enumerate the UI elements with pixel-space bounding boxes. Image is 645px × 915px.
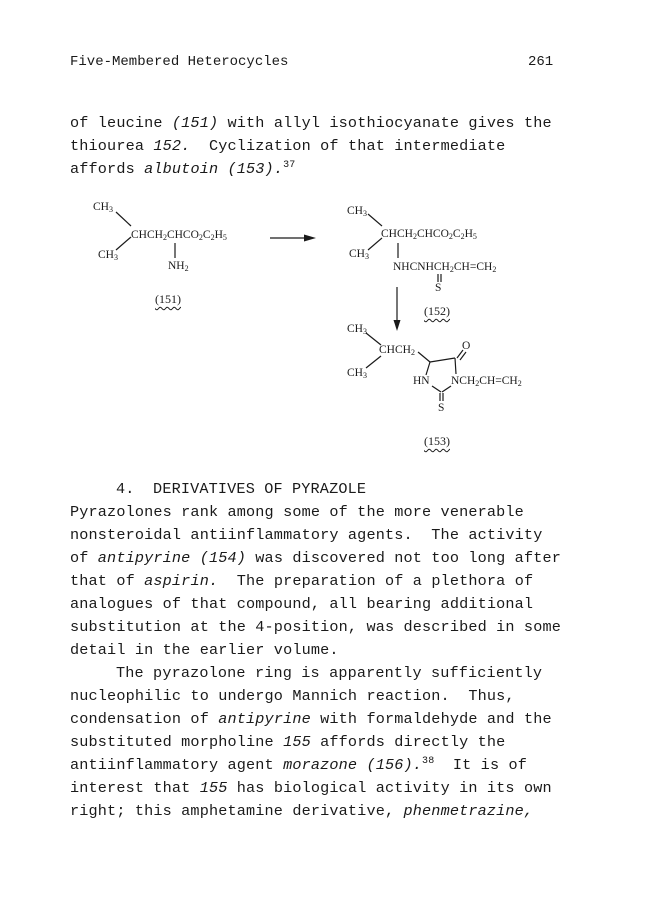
c152-ch3-top: $CH_3$ [347, 205, 367, 218]
bond [368, 214, 382, 226]
running-title: Five-Membered Heterocycles [70, 54, 289, 70]
c152-sulfur: S [435, 282, 442, 294]
text: was discovered not too long after [246, 549, 562, 567]
c151-ch3-top: $CH_3$ [93, 201, 113, 214]
para2-line6: substitution at the 4-position, was described in some [70, 618, 561, 636]
text: has biological activity in its own [227, 779, 552, 797]
text: antiinflammatory agent [70, 756, 284, 774]
text: interest that [70, 779, 200, 797]
compound-name: phenmetrazine, [403, 802, 534, 820]
compound-name: morazone (156). [283, 756, 423, 774]
para2-line7: detail in the earlier volume. [70, 641, 339, 659]
section-heading: 4. DERIVATIVES OF PYRAZOLE [116, 480, 367, 498]
compound-ref: 152. [153, 137, 191, 155]
c151-ch3-bottom: $CH_3$ [98, 249, 118, 262]
c153-oxygen: O [462, 340, 471, 352]
text: It is of [434, 756, 527, 774]
c153-hn: HN [413, 375, 430, 387]
citation-ref: 38 [422, 756, 435, 767]
bond [116, 237, 131, 250]
text: affords [70, 160, 145, 178]
text: The preparation of a plethora of [218, 572, 534, 590]
c153-n-allyl: $NCH_2CH=CH_2$ [451, 375, 522, 388]
c151-chain: $CHCH_2CHCO_2C_2H_5$ [131, 229, 227, 242]
compound-name: albutoin (153). [144, 160, 284, 178]
para2-line1: Pyrazolones rank among some of the more venerable [70, 503, 524, 521]
text: of leucine [70, 114, 172, 132]
text: condensation of [70, 710, 219, 728]
bond [432, 386, 441, 392]
compound-name: antipyrine [218, 710, 311, 728]
text: right; this amphetamine derivative, [70, 802, 404, 820]
bond [455, 358, 456, 374]
para2-line3 [70, 549, 561, 567]
compound-ref: (151) [171, 114, 219, 132]
page-number: 261 [528, 54, 554, 70]
bond [418, 352, 430, 362]
c153-label: (153) [424, 434, 450, 448]
bond [426, 362, 430, 375]
para3-line2: nucleophilic to undergo Mannich reaction. Thus, [70, 687, 515, 705]
bond [368, 238, 382, 250]
text: affords directly the [310, 733, 506, 751]
para2-line4 [70, 572, 533, 590]
para2-line5: analogues of that compound, all bearing additional [70, 595, 534, 613]
c153-sulfur: S [438, 402, 445, 414]
citation-ref: 37 [283, 160, 296, 171]
c152-chain: $CHCH_2CHCO_2C_2H_5$ [381, 228, 477, 241]
c151-nh2: $NH_2$ [168, 260, 189, 273]
para3-line5 [70, 756, 527, 774]
c152-thiourea-chain: $NHCNHCH_2CH=CH_2$ [393, 261, 497, 274]
para2-line2: nonsteroidal antiinflammatory agents. The activity [70, 526, 543, 544]
text: of [70, 549, 98, 567]
text: thiourea [70, 137, 154, 155]
text: with allyl isothiocyanate gives the [218, 114, 552, 132]
para3-line1: The pyrazolone ring is apparently sufficiently [116, 664, 543, 682]
text: Cyclization of that intermediate [190, 137, 506, 155]
para3-line4 [70, 733, 505, 751]
para3-line6 [70, 779, 552, 797]
bond [442, 386, 451, 392]
arrowhead [304, 235, 316, 242]
c153-ch3-top: $CH_3$ [347, 323, 367, 336]
arrowhead [394, 320, 401, 331]
para3-line7 [70, 802, 533, 820]
bond [116, 212, 131, 226]
c151-label: (151) [155, 292, 181, 306]
c153-chain: $CHCH_2$ [379, 344, 415, 357]
compound-ref: 155 [283, 733, 311, 751]
bond [366, 356, 381, 368]
text: with formaldehyde and the [310, 710, 552, 728]
c152-label: (152) [424, 304, 450, 318]
bond [430, 358, 455, 362]
c152-ch3-bottom: $CH_3$ [349, 248, 369, 261]
compound-ref: 155 [199, 779, 228, 797]
compound-name: aspirin. [144, 572, 219, 590]
text: substituted morpholine [70, 733, 284, 751]
compound-name: antipyrine (154) [97, 549, 247, 567]
para3-line3 [70, 710, 552, 728]
text: that of [70, 572, 145, 590]
c153-ch3-bottom: $CH_3$ [347, 367, 367, 380]
